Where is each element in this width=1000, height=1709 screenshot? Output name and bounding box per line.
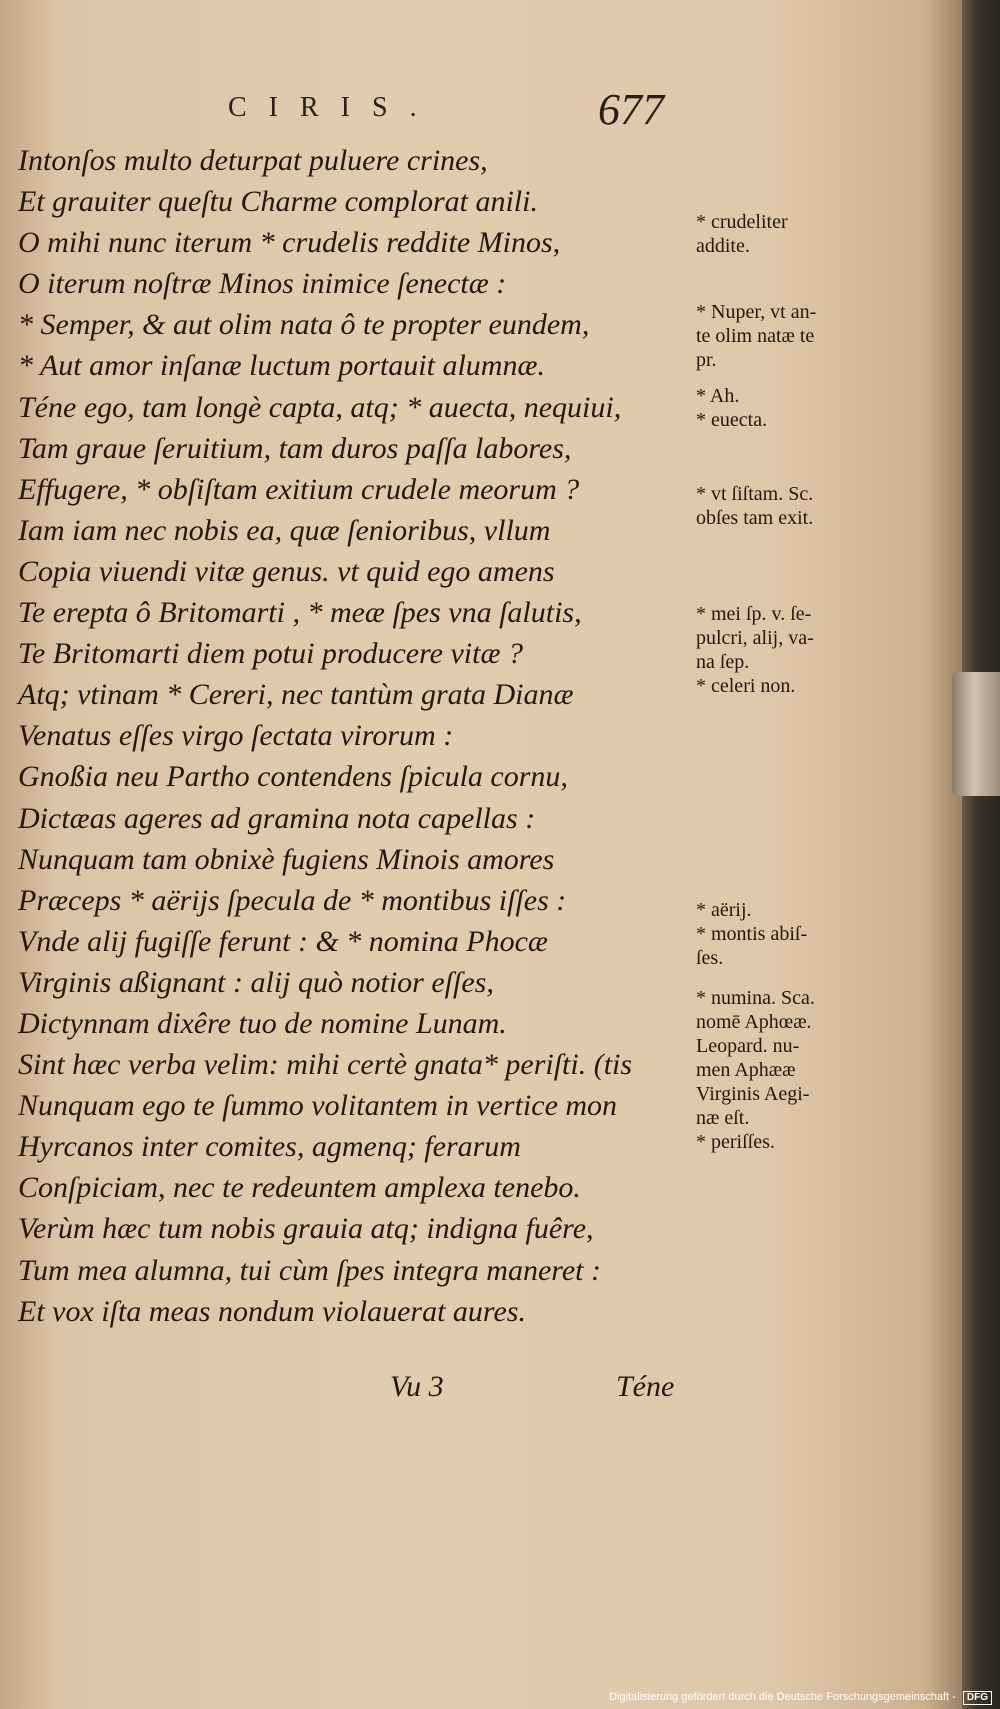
verse-line: * Aut amor inſanæ luctum portauit alumnæ. <box>18 349 545 383</box>
verse-line: Nunquam ego te ſummo volitantem in vertice mon <box>18 1089 618 1123</box>
verse-line: O iterum noſtræ Minos inimice ſenectæ : <box>18 267 507 301</box>
margin-note: * mei ſp. v. ſe- pulcri, alij, va- na ſep. * celeri non. <box>696 603 814 697</box>
margin-note: * crudeliter addite. <box>696 211 788 257</box>
verse-text <box>18 140 708 1332</box>
verse-line: Effugere, * obſiſtam exitium crudele meorum ? <box>18 472 580 506</box>
verse-line: Virginis aßignant : alij quò notior eſſes, <box>18 965 494 999</box>
verse-line: Et vox iſta meas nondum violauerat aures. <box>18 1294 526 1328</box>
verse-line: Nunquam tam obnixè fugiens Minois amores <box>18 842 555 876</box>
signature-mark: Vu 3 <box>390 1370 444 1403</box>
verse-line: Vnde alij fugiſſe ferunt : & * nomina Phocæ <box>18 924 548 958</box>
page-tab-edge <box>952 672 1000 796</box>
margin-note: * aërij. * montis abiſ- ſes. <box>696 899 808 969</box>
verse-line: * Semper, & aut olim nata ô te propter eundem, <box>18 308 590 342</box>
verse-line: Gnoßia neu Partho contendens ſpicula cornu, <box>18 760 568 794</box>
verse-line: Dictæas ageres ad gramina nota capellas : <box>18 801 536 835</box>
dfg-logo: DFG <box>963 1691 992 1705</box>
verse-line: Te erepta ô Britomarti , * meæ ſpes vna ſalutis, <box>18 596 582 630</box>
margin-note: * numina. Sca. nomē Aphœæ. Leopard. nu- men Aphææ Virginis Aegi- næ eſt. * periſſes. <box>696 987 815 1153</box>
verse-line: Dictynnam dixêre tuo de nomine Lunam. <box>18 1006 507 1040</box>
verse-line: Téne ego, tam longè capta, atq; * auecta, nequiui, <box>18 390 622 424</box>
margin-note: * vt ſiſtam. Sc. obſes tam exit. <box>696 483 814 529</box>
verse-line: Conſpiciam, nec te redeuntem amplexa tenebo. <box>18 1171 581 1205</box>
page-number: 677 <box>598 85 664 134</box>
verse-line: Intonſos multo deturpat puluere crines, <box>18 144 488 177</box>
verse-line: Copia viuendi vitæ genus. vt quid ego amens <box>18 554 555 588</box>
verse-line: Hyrcanos inter comites, agmenq; ferarum <box>18 1130 521 1164</box>
margin-note: * Ah. * euecta. <box>696 385 768 431</box>
verse-line: Iam iam nec nobis ea, quæ ſenioribus, vllum <box>18 513 551 547</box>
book-gutter <box>962 0 1000 1709</box>
verse-line: O mihi nunc iterum * crudelis reddite Minos, <box>18 226 561 260</box>
digitization-credit <box>609 1691 992 1705</box>
verse-line: Tam graue ſeruitium, tam duros paſſa labores, <box>18 431 572 465</box>
verse-line: Et grauiter queſtu Charme complorat anili. <box>18 185 538 219</box>
credit-text: Digitalisierung gefördert durch die Deutsche Forschungsgemeinschaft - <box>609 1691 956 1703</box>
verse-line: Sint hæc verba velim: mihi certè gnata* periſti. (tis <box>18 1048 633 1082</box>
running-title: CIRIS. <box>228 92 439 123</box>
margin-note: * Nuper, vt an- te olim natæ te pr. <box>696 301 817 371</box>
catchword: Téne <box>616 1370 675 1403</box>
verse-line: Verùm hæc tum nobis grauia atq; indigna fuêre, <box>18 1212 594 1246</box>
verse-line: Tum mea alumna, tui cùm ſpes integra maneret : <box>18 1253 601 1287</box>
verse-line: Atq; vtinam * Cereri, nec tantùm grata Dianæ <box>18 678 574 712</box>
verse-line: Venatus eſſes virgo ſectata virorum : <box>18 719 454 753</box>
verse-line: Te Britomarti diem potui producere vitæ ? <box>18 637 523 671</box>
verse-line: Præceps * aërijs ſpecula de * montibus iſſes : <box>18 883 567 917</box>
